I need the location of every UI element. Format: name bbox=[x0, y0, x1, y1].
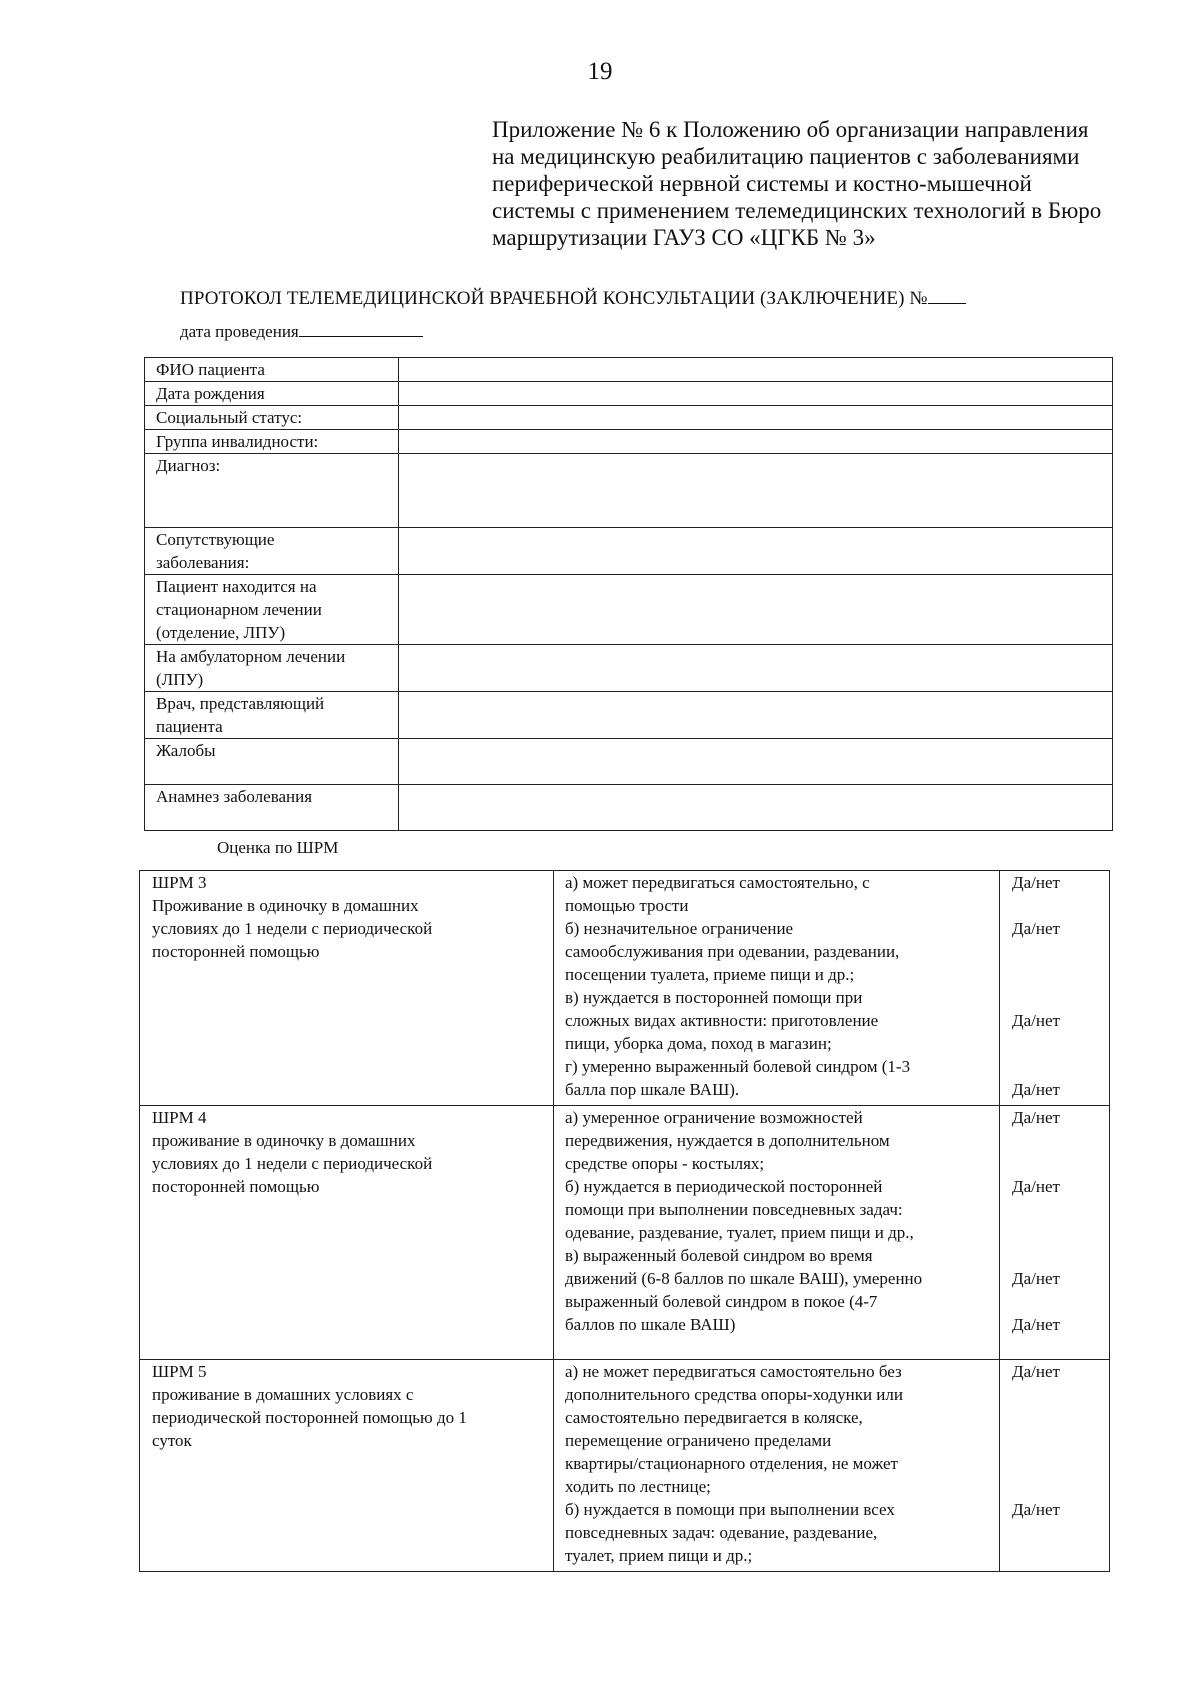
appendix-line: маршрутизации ГАУЗ СО «ЦГКБ № 3» bbox=[492, 225, 876, 250]
yes-no-answer[interactable]: Да/нет bbox=[1012, 1080, 1060, 1099]
shrm-criterion-line: б) нуждается в периодической посторонней bbox=[565, 1177, 883, 1196]
patient-row bbox=[145, 358, 1113, 382]
field-value[interactable] bbox=[399, 739, 1113, 785]
shrm-criterion-line: дополнительного средства опоры-ходунки или bbox=[565, 1385, 903, 1404]
field-value[interactable] bbox=[399, 645, 1113, 692]
field-value[interactable] bbox=[399, 785, 1113, 831]
shrm-criterion-line: б) незначительное ограничение bbox=[565, 919, 794, 938]
shrm-criterion-line: перемещение ограничено пределами bbox=[565, 1431, 832, 1450]
answer-spacer bbox=[1012, 1336, 1105, 1359]
shrm-caption: Оценка по ШРМ bbox=[217, 838, 339, 857]
shrm-criterion-line: а) не может передвигаться самостоятельно без bbox=[565, 1362, 902, 1381]
answer-spacer bbox=[1012, 1055, 1105, 1078]
protocol-number-blank[interactable] bbox=[928, 289, 966, 304]
shrm-criterion-line bbox=[565, 1336, 995, 1359]
patient-row bbox=[145, 692, 1113, 739]
field-label-line: Пациент находится на bbox=[156, 577, 317, 596]
field-label-line: (отделение, ЛПУ) bbox=[156, 623, 286, 642]
field-label-line: Сопутствующие bbox=[156, 530, 275, 549]
field-label-line: Дата рождения bbox=[156, 384, 265, 403]
shrm-level-cell bbox=[140, 871, 554, 1106]
date-label: дата проведения bbox=[180, 322, 299, 341]
shrm-criterion-line: средстве опоры - костылях; bbox=[565, 1154, 765, 1173]
date-blank[interactable] bbox=[299, 324, 423, 337]
answer-spacer bbox=[1012, 986, 1105, 1009]
shrm-criterion-line: баллов по шкале ВАШ) bbox=[565, 1315, 736, 1334]
field-label bbox=[145, 645, 399, 692]
shrm-answer-cell bbox=[1000, 1360, 1110, 1572]
field-label-line: Жалобы bbox=[156, 741, 216, 760]
shrm-criterion-line: б) нуждается в помощи при выполнении всех bbox=[565, 1500, 895, 1519]
shrm-row bbox=[140, 1106, 1110, 1360]
answer-spacer bbox=[1012, 1290, 1105, 1313]
field-label bbox=[145, 575, 399, 645]
answer-spacer bbox=[1012, 1429, 1105, 1452]
shrm-criterion-line: самообслуживания при одевании, раздевании, bbox=[565, 942, 900, 961]
shrm-criterion-line: повседневных задач: одевание, раздевание, bbox=[565, 1523, 878, 1542]
shrm-level-name: ШРМ 3 bbox=[152, 873, 207, 892]
answer-spacer bbox=[1012, 1129, 1105, 1152]
patient-info-table bbox=[144, 357, 1113, 831]
shrm-level-desc: проживание в одиночку в домашних bbox=[152, 1131, 416, 1150]
field-label-line: ФИО пациента bbox=[156, 360, 265, 379]
patient-row bbox=[145, 528, 1113, 575]
answer-spacer bbox=[1012, 1244, 1105, 1267]
shrm-criterion-line: а) может передвигаться самостоятельно, с bbox=[565, 873, 870, 892]
yes-no-answer[interactable]: Да/нет bbox=[1012, 1177, 1060, 1196]
shrm-criterion-line: движений (6-8 баллов по шкале ВАШ), умеренно bbox=[565, 1269, 923, 1288]
shrm-level-cell bbox=[140, 1360, 554, 1572]
field-value[interactable] bbox=[399, 692, 1113, 739]
field-label-line: Анамнез заболевания bbox=[156, 787, 313, 806]
answer-spacer bbox=[1012, 1521, 1105, 1544]
yes-no-answer[interactable]: Да/нет bbox=[1012, 1500, 1060, 1519]
field-label bbox=[145, 406, 399, 430]
yes-no-answer[interactable]: Да/нет bbox=[1012, 1108, 1060, 1127]
field-label-line: Врач, представляющий bbox=[156, 694, 325, 713]
field-label bbox=[145, 454, 399, 528]
answer-spacer bbox=[1012, 1544, 1105, 1567]
yes-no-answer[interactable]: Да/нет bbox=[1012, 1011, 1060, 1030]
field-label-line: Группа инвалидности: bbox=[156, 432, 319, 451]
shrm-level-desc: условиях до 1 недели с периодической bbox=[152, 1154, 433, 1173]
answer-spacer bbox=[1012, 1198, 1105, 1221]
shrm-answer-cell bbox=[1000, 1106, 1110, 1360]
field-label-line: (ЛПУ) bbox=[156, 670, 204, 689]
field-label bbox=[145, 358, 399, 382]
appendix-line: Приложение № 6 к Положению об организации направления bbox=[492, 117, 1089, 142]
shrm-row bbox=[140, 1360, 1110, 1572]
patient-row bbox=[145, 454, 1113, 528]
field-label-line: Диагноз: bbox=[156, 456, 221, 475]
answer-spacer bbox=[1012, 1383, 1105, 1406]
appendix-header bbox=[492, 116, 1142, 251]
answer-spacer bbox=[1012, 1032, 1105, 1055]
answer-spacer bbox=[1012, 940, 1105, 963]
patient-row bbox=[145, 785, 1113, 831]
patient-row bbox=[145, 382, 1113, 406]
field-label bbox=[145, 528, 399, 575]
appendix-line: периферической нервной системы и костно-мышечной bbox=[492, 171, 1032, 196]
shrm-level-desc: Проживание в одиночку в домашних bbox=[152, 896, 419, 915]
field-value[interactable] bbox=[399, 575, 1113, 645]
shrm-criterion-line: выраженный болевой синдром в покое (4-7 bbox=[565, 1292, 878, 1311]
answer-spacer bbox=[1012, 894, 1105, 917]
yes-no-answer[interactable]: Да/нет bbox=[1012, 1315, 1060, 1334]
patient-row bbox=[145, 430, 1113, 454]
shrm-level-desc: периодической посторонней помощью до 1 bbox=[152, 1408, 467, 1427]
shrm-criterion-line: ходить по лестнице; bbox=[565, 1477, 711, 1496]
shrm-criterion-line: одевание, раздевание, туалет, прием пищи и др., bbox=[565, 1223, 914, 1242]
field-label bbox=[145, 430, 399, 454]
appendix-line: системы с применением телемедицинских технологий в Бюро bbox=[492, 198, 1102, 223]
field-value[interactable] bbox=[399, 454, 1113, 528]
shrm-criterion-line: а) умеренное ограничение возможностей bbox=[565, 1108, 863, 1127]
field-value[interactable] bbox=[399, 406, 1113, 430]
shrm-level-cell bbox=[140, 1106, 554, 1360]
shrm-level-desc: условиях до 1 недели с периодической bbox=[152, 919, 433, 938]
shrm-criterion-line: квартиры/стационарного отделения, не может bbox=[565, 1454, 898, 1473]
shrm-criterion-line: г) умеренно выраженный болевой синдром (1-3 bbox=[565, 1057, 911, 1076]
field-label-line: Социальный статус: bbox=[156, 408, 303, 427]
shrm-criterion-line: самостоятельно передвигается в коляске, bbox=[565, 1408, 863, 1427]
field-label-line: На амбулаторном лечении bbox=[156, 647, 346, 666]
field-label bbox=[145, 382, 399, 406]
patient-row bbox=[145, 575, 1113, 645]
field-value[interactable] bbox=[399, 528, 1113, 575]
yes-no-answer[interactable]: Да/нет bbox=[1012, 919, 1060, 938]
appendix-line: на медицинскую реабилитацию пациентов с заболеваниями bbox=[492, 144, 1080, 169]
answer-spacer bbox=[1012, 1452, 1105, 1475]
shrm-criteria-cell bbox=[554, 1106, 1000, 1360]
shrm-answer-cell bbox=[1000, 871, 1110, 1106]
shrm-level-desc: проживание в домашних условиях с bbox=[152, 1385, 414, 1404]
shrm-level-name: ШРМ 4 bbox=[152, 1108, 207, 1127]
shrm-criterion-line: туалет, прием пищи и др.; bbox=[565, 1546, 753, 1565]
shrm-criterion-line: посещении туалета, приеме пищи и др.; bbox=[565, 965, 855, 984]
shrm-criterion-line: передвижения, нуждается в дополнительном bbox=[565, 1131, 890, 1150]
shrm-level-desc: суток bbox=[152, 1431, 192, 1450]
field-label bbox=[145, 739, 399, 785]
patient-row bbox=[145, 406, 1113, 430]
answer-spacer bbox=[1012, 1152, 1105, 1175]
field-label bbox=[145, 692, 399, 739]
yes-no-answer[interactable]: Да/нет bbox=[1012, 1269, 1060, 1288]
shrm-criterion-line: помощью трости bbox=[565, 896, 689, 915]
protocol-title-text: ПРОТОКОЛ ТЕЛЕМЕДИЦИНСКОЙ ВРАЧЕБНОЙ КОНСУЛЬТАЦИИ (ЗАКЛЮЧЕНИЕ) № bbox=[180, 288, 928, 309]
patient-row bbox=[145, 645, 1113, 692]
shrm-criterion-line: пищи, уборка дома, поход в магазин; bbox=[565, 1034, 832, 1053]
shrm-row bbox=[140, 871, 1110, 1106]
yes-no-answer[interactable]: Да/нет bbox=[1012, 1362, 1060, 1381]
field-label-line: стационарном лечении bbox=[156, 600, 322, 619]
yes-no-answer[interactable]: Да/нет bbox=[1012, 873, 1060, 892]
field-value[interactable] bbox=[399, 358, 1113, 382]
shrm-level-name: ШРМ 5 bbox=[152, 1362, 207, 1381]
protocol-title bbox=[180, 288, 966, 310]
shrm-criterion-line: в) выраженный болевой синдром во время bbox=[565, 1246, 873, 1265]
answer-spacer bbox=[1012, 1406, 1105, 1429]
field-label-line: заболевания: bbox=[156, 553, 250, 572]
field-label-line: пациента bbox=[156, 717, 223, 736]
field-value[interactable] bbox=[399, 382, 1113, 406]
shrm-level-desc: посторонней помощью bbox=[152, 942, 320, 961]
answer-spacer bbox=[1012, 1221, 1105, 1244]
answer-spacer bbox=[1012, 963, 1105, 986]
answer-spacer bbox=[1012, 1475, 1105, 1498]
shrm-criterion-line: помощи при выполнении повседневных задач: bbox=[565, 1200, 903, 1219]
shrm-criterion-line: сложных видах активности: приготовление bbox=[565, 1011, 879, 1030]
date-line bbox=[180, 322, 423, 342]
shrm-criteria-cell bbox=[554, 871, 1000, 1106]
patient-row bbox=[145, 739, 1113, 785]
shrm-criteria-cell bbox=[554, 1360, 1000, 1572]
shrm-criterion-line: в) нуждается в посторонней помощи при bbox=[565, 988, 863, 1007]
page-number: 19 bbox=[587, 58, 613, 85]
shrm-level-desc: посторонней помощью bbox=[152, 1177, 320, 1196]
field-label bbox=[145, 785, 399, 831]
shrm-criterion-line: балла пор шкале ВАШ). bbox=[565, 1080, 740, 1099]
shrm-table bbox=[139, 870, 1110, 1572]
field-value[interactable] bbox=[399, 430, 1113, 454]
